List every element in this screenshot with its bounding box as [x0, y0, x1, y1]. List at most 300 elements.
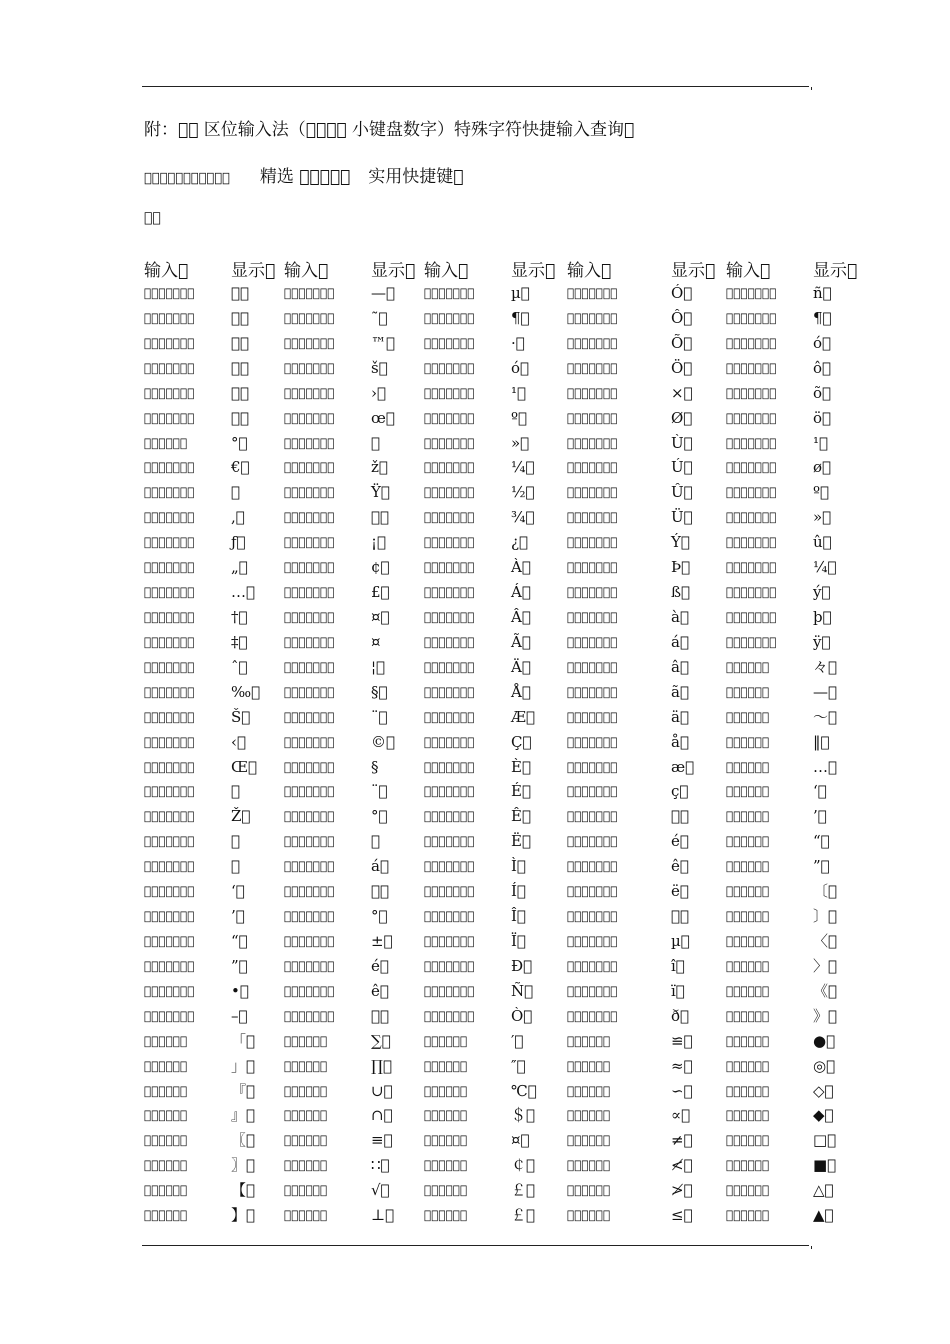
display-char-cell: 〈  [813, 931, 838, 950]
input-code-cell:        [726, 933, 770, 948]
input-code-cell:         [144, 684, 195, 699]
display-char-cell: Ÿ  [371, 483, 390, 502]
input-code-cell:         [424, 983, 475, 998]
input-code-cell:         [424, 286, 475, 300]
display-char-cell: “  [231, 931, 248, 950]
display-char-cell: 〔  [813, 882, 838, 901]
input-code-cell:         [424, 485, 475, 500]
display-char-cell: ‰  [231, 682, 261, 701]
display-char-cell: ¦  [371, 657, 386, 676]
display-char-cell: é  [371, 956, 389, 975]
input-code-cell:         [144, 734, 195, 749]
display-char-cell: ⊥  [371, 1206, 395, 1225]
display-char-cell: ●  [813, 1031, 836, 1050]
input-code-cell:        [567, 1133, 611, 1148]
display-char-cell: š  [371, 358, 388, 377]
display-char-cell: ≈  [671, 1056, 693, 1075]
display-char-cell: ƒ  [231, 533, 246, 552]
display-char-cell: △  [813, 1181, 834, 1200]
input-code-cell:         [144, 585, 195, 600]
input-code-cell:         [144, 983, 195, 998]
display-char-cell: ▲  [813, 1206, 834, 1225]
input-code-cell:         [424, 1008, 475, 1023]
input-code-cell:        [567, 1183, 611, 1198]
display-char-cell: ∩  [371, 1106, 393, 1125]
display-char-cell: ç  [671, 782, 689, 801]
display-char-cell: Ä  [511, 657, 531, 676]
input-code-cell:        [726, 958, 770, 973]
display-char-cell: †  [231, 607, 248, 626]
input-code-cell:        [144, 1158, 188, 1173]
input-code-cell:         [424, 585, 475, 600]
input-code-cell:         [726, 634, 777, 649]
table-row [0, 806, 950, 831]
table-row [0, 1155, 950, 1180]
display-char-cell: ¨  [371, 707, 388, 726]
display-char-cell: é  [671, 832, 689, 851]
table-row [0, 732, 950, 757]
header-display-5: 显示  [813, 261, 858, 281]
input-code-cell:         [567, 958, 618, 973]
display-char-cell: ″  [511, 1056, 526, 1075]
input-code-cell:        [726, 759, 770, 774]
input-code-cell:         [726, 510, 777, 525]
input-code-cell:         [726, 535, 777, 550]
subtitle-part-1:             [144, 171, 230, 186]
input-code-cell:         [284, 385, 335, 400]
input-code-cell:        [726, 1083, 770, 1098]
display-char-cell: ó  [511, 358, 530, 377]
table-row [0, 1031, 950, 1056]
display-char-cell: ≠  [671, 1131, 693, 1150]
input-code-cell:         [284, 909, 335, 924]
input-code-cell:         [726, 435, 777, 450]
input-code-cell:         [726, 460, 777, 475]
display-char-cell: —  [813, 682, 838, 701]
display-char-cell: ð  [671, 1006, 690, 1025]
input-code-cell:         [424, 609, 475, 624]
display-char-cell: 〕  [813, 907, 838, 926]
header-display-3: 显示  [511, 261, 556, 281]
table-row [0, 408, 950, 433]
input-code-cell:        [726, 909, 770, 924]
display-char-cell: ℃  [511, 1081, 537, 1100]
input-code-cell:         [424, 560, 475, 575]
display-char-cell: 】  [231, 1206, 256, 1225]
input-code-cell:         [144, 784, 195, 799]
display-char-cell: ›  [371, 383, 386, 402]
input-code-cell:         [726, 310, 777, 325]
input-code-cell:         [284, 310, 335, 325]
input-code-cell:         [284, 510, 335, 525]
display-char-cell: Å  [511, 682, 531, 701]
display-char-cell: ≯  [671, 1181, 693, 1200]
input-code-cell:         [284, 709, 335, 724]
input-code-cell:        [424, 1208, 468, 1223]
table-row [0, 881, 950, 906]
table-row [0, 707, 950, 732]
input-code-cell:         [424, 884, 475, 899]
display-char-cell: 〖  [231, 1131, 256, 1150]
input-code-cell:         [144, 634, 195, 649]
table-row [0, 906, 950, 931]
input-code-cell:         [567, 859, 618, 874]
display-char-cell: ä  [671, 707, 689, 726]
input-code-cell:         [284, 585, 335, 600]
input-code-cell:         [567, 909, 618, 924]
display-char-cell:    [231, 408, 250, 427]
input-code-cell:        [144, 1183, 188, 1198]
document-note:    [144, 210, 161, 226]
display-char-cell: ‘  [813, 782, 827, 801]
table-row [0, 333, 950, 358]
display-char-cell: á  [671, 632, 689, 651]
input-code-cell:         [424, 659, 475, 674]
display-char-cell: Š  [231, 707, 251, 726]
input-code-cell:        [424, 1058, 468, 1073]
input-code-cell:         [284, 286, 335, 300]
display-char-cell: £  [371, 583, 390, 602]
input-code-cell:         [144, 909, 195, 924]
input-code-cell:         [144, 385, 195, 400]
display-char-cell: ê  [671, 857, 689, 876]
input-code-cell:         [144, 933, 195, 948]
input-code-cell:         [726, 560, 777, 575]
input-code-cell:         [567, 933, 618, 948]
input-code-cell:         [144, 560, 195, 575]
input-code-cell:         [567, 809, 618, 824]
input-code-cell:        [726, 859, 770, 874]
display-char-cell: ¤  [511, 1131, 530, 1150]
display-char-cell: Û  [671, 483, 693, 502]
subtitle-part-2: 精选       [259, 167, 351, 187]
display-char-cell: ≡  [371, 1131, 393, 1150]
display-char-cell: ◇  [813, 1081, 834, 1100]
display-char-cell: ≤  [671, 1206, 693, 1225]
table-row [0, 557, 950, 582]
input-code-cell:         [424, 909, 475, 924]
input-code-cell:         [726, 335, 777, 350]
display-char-cell: §  [371, 682, 388, 701]
table-row [0, 931, 950, 956]
display-char-cell: Á  [511, 583, 531, 602]
subtitle-part-3: 实用快捷键  [368, 167, 464, 187]
display-char-cell: § [371, 757, 379, 776]
display-char-cell: „  [231, 558, 248, 577]
input-code-cell:         [726, 485, 777, 500]
display-char-cell:   [231, 832, 241, 851]
input-code-cell:         [567, 759, 618, 774]
display-char-cell: Ë  [511, 832, 531, 851]
input-code-cell:        [284, 1058, 328, 1073]
input-code-cell:         [424, 310, 475, 325]
input-code-cell:         [424, 510, 475, 525]
input-code-cell:        [726, 1183, 770, 1198]
display-char-cell: Ô  [671, 308, 693, 327]
display-char-cell: 々  [813, 657, 838, 676]
display-char-cell: ÿ  [813, 632, 831, 651]
input-code-cell:        [284, 1208, 328, 1223]
table-row [0, 582, 950, 607]
display-char-cell: ±  [371, 931, 393, 950]
display-char-cell: ‹  [231, 732, 246, 751]
display-char-cell: ￡  [511, 1206, 536, 1225]
input-code-cell:        [144, 435, 188, 450]
display-char-cell: ～  [813, 707, 838, 726]
input-code-cell:        [144, 1058, 188, 1073]
display-char-cell: ¡  [371, 533, 387, 552]
input-code-cell:        [144, 1133, 188, 1148]
input-code-cell:         [144, 759, 195, 774]
input-code-cell:        [284, 1033, 328, 1048]
table-row [0, 1006, 950, 1031]
input-code-cell:         [284, 360, 335, 375]
display-char-cell: Ö  [671, 358, 693, 377]
display-char-cell: “  [813, 832, 830, 851]
display-char-cell: â  [671, 657, 689, 676]
display-char-cell: ·  [511, 333, 525, 352]
display-char-cell: ß  [671, 583, 691, 602]
input-code-cell:         [567, 535, 618, 550]
input-code-cell:        [284, 1158, 328, 1173]
display-char-cell: ∝  [671, 1106, 691, 1125]
input-code-cell:        [726, 983, 770, 998]
input-code-cell:         [424, 709, 475, 724]
display-char-cell: Ø  [671, 408, 693, 427]
input-code-cell:        [567, 1083, 611, 1098]
input-code-cell:         [144, 335, 195, 350]
input-code-cell:         [144, 958, 195, 973]
display-char-cell: Ú  [671, 458, 693, 477]
input-code-cell:         [567, 734, 618, 749]
display-char-cell: à  [671, 607, 689, 626]
display-char-cell:   [231, 782, 241, 801]
input-code-cell:         [144, 609, 195, 624]
input-code-cell:        [567, 1208, 611, 1223]
display-char-cell:    [231, 284, 250, 302]
table-row [0, 607, 950, 632]
display-char-cell: —  [371, 284, 396, 302]
input-code-cell:         [144, 809, 195, 824]
input-code-cell:         [284, 535, 335, 550]
input-code-cell:         [424, 335, 475, 350]
display-char-cell:    [231, 358, 250, 377]
input-code-cell:         [726, 360, 777, 375]
display-char-cell: µ  [671, 931, 690, 950]
input-code-cell:         [284, 983, 335, 998]
input-code-cell:         [284, 759, 335, 774]
display-char-cell: ó  [813, 333, 832, 352]
display-char-cell: ô  [813, 358, 832, 377]
display-char-cell: Õ  [671, 333, 693, 352]
input-code-cell:         [424, 809, 475, 824]
input-code-cell:        [424, 1033, 468, 1048]
header-input-2: 输入  [284, 261, 329, 281]
input-code-cell:         [567, 659, 618, 674]
input-code-cell:         [144, 859, 195, 874]
display-char-cell: ￠  [511, 1156, 536, 1175]
display-char-cell: ‡  [231, 632, 248, 651]
display-char-cell: 〉  [813, 956, 838, 975]
display-char-cell: ™  [371, 333, 396, 352]
display-char-cell: ■  [813, 1156, 837, 1175]
input-code-cell:         [567, 834, 618, 849]
display-char-cell: ž  [371, 458, 388, 477]
display-char-cell: Ç  [511, 732, 532, 751]
display-char-cell: 』  [231, 1106, 256, 1125]
input-code-cell:         [567, 585, 618, 600]
display-char-cell:   [231, 483, 241, 502]
display-char-cell: …  [231, 583, 256, 602]
input-code-cell:        [726, 734, 770, 749]
display-char-cell: 『  [231, 1081, 256, 1100]
input-code-cell:         [144, 286, 195, 300]
input-code-cell:         [567, 784, 618, 799]
display-char-cell: Ù  [671, 433, 693, 452]
input-code-cell:        [144, 1083, 188, 1098]
table-row [0, 781, 950, 806]
display-char-cell: ¼  [511, 458, 535, 477]
input-code-cell:         [284, 634, 335, 649]
display-char-cell: °  [371, 907, 388, 926]
display-char-cell: Æ  [511, 707, 536, 726]
input-code-cell:         [284, 560, 335, 575]
display-char-cell: ê  [371, 981, 389, 1000]
display-char-cell: Â  [511, 607, 531, 626]
table-row [0, 283, 950, 308]
input-code-cell:         [284, 410, 335, 425]
table-row [0, 1180, 950, 1205]
display-char-cell: º  [511, 408, 528, 427]
display-char-cell: ”  [813, 857, 830, 876]
display-char-cell: Ð  [511, 956, 533, 975]
display-char-cell: ¾  [511, 508, 535, 527]
display-char-cell: °  [231, 433, 248, 452]
input-code-cell:         [144, 884, 195, 899]
display-char-cell: œ  [371, 408, 395, 427]
input-code-cell:         [144, 510, 195, 525]
document-title: 附：   区位输入法（     小键盘数字）特殊字符快捷输入查询  [144, 120, 635, 140]
input-code-cell:         [144, 1008, 195, 1023]
input-code-cell:         [424, 460, 475, 475]
display-char-cell: ◆  [813, 1106, 834, 1125]
input-code-cell:         [424, 859, 475, 874]
header-input-1: 输入  [144, 261, 189, 281]
document-subtitle [144, 162, 463, 187]
display-char-cell:    [231, 308, 250, 327]
display-char-cell: □  [813, 1131, 837, 1150]
input-code-cell:         [726, 609, 777, 624]
input-code-cell:         [567, 684, 618, 699]
input-code-cell:         [284, 784, 335, 799]
display-char-cell: »  [511, 433, 530, 452]
table-row [0, 831, 950, 856]
table-row [0, 956, 950, 981]
table-row [0, 757, 950, 782]
input-code-cell:         [284, 460, 335, 475]
input-code-cell:         [144, 460, 195, 475]
input-code-cell:        [567, 1033, 611, 1048]
input-code-cell:         [726, 286, 777, 300]
display-char-cell:    [671, 907, 690, 926]
top-rule [142, 86, 809, 87]
header-display-1: 显示  [231, 261, 276, 281]
input-code-cell:         [567, 460, 618, 475]
input-code-cell:         [424, 834, 475, 849]
display-char-cell: ×  [671, 383, 693, 402]
input-code-cell:         [144, 410, 195, 425]
input-code-cell:         [424, 933, 475, 948]
display-char-cell: ∽  [671, 1081, 693, 1100]
input-code-cell:         [284, 834, 335, 849]
input-code-cell:         [567, 435, 618, 450]
table-row [0, 532, 950, 557]
input-code-cell:         [424, 759, 475, 774]
display-char-cell:    [671, 807, 690, 826]
input-code-cell:        [726, 684, 770, 699]
header-input-4: 输入  [567, 261, 612, 281]
header-input-3: 输入  [424, 261, 469, 281]
input-code-cell:        [726, 1208, 770, 1223]
input-code-cell:        [284, 1083, 328, 1098]
display-char-cell: ”  [231, 956, 248, 975]
display-char-cell: ½  [511, 483, 535, 502]
input-code-cell:         [567, 560, 618, 575]
display-char-cell: ∏  [371, 1056, 392, 1075]
input-code-cell:         [284, 435, 335, 450]
display-char-cell: •  [231, 981, 249, 1000]
input-code-cell:        [726, 1058, 770, 1073]
input-code-cell:        [726, 834, 770, 849]
display-char-cell: å  [671, 732, 689, 751]
display-char-cell:   [371, 832, 381, 851]
input-code-cell:         [567, 335, 618, 350]
display-char-cell: Ã  [511, 632, 531, 651]
display-char-cell: µ  [511, 284, 530, 302]
input-code-cell:         [567, 1008, 618, 1023]
display-char-cell: ˆ  [231, 657, 248, 676]
display-char-cell: €  [231, 458, 250, 477]
display-char-cell:    [371, 882, 390, 901]
display-char-cell: À  [511, 558, 531, 577]
input-code-cell:         [424, 684, 475, 699]
input-code-cell:         [567, 485, 618, 500]
input-code-cell:        [424, 1108, 468, 1123]
bottom-rule [142, 1245, 809, 1246]
header-display-2: 显示  [371, 261, 416, 281]
display-char-cell:    [231, 383, 250, 402]
display-char-cell: Þ  [671, 558, 691, 577]
input-code-cell:        [424, 1133, 468, 1148]
display-char-cell: 「  [231, 1031, 256, 1050]
display-char-cell: ′  [511, 1031, 524, 1050]
input-code-cell:         [284, 933, 335, 948]
display-char-cell: È  [511, 757, 531, 776]
display-char-cell: ¤ [371, 632, 381, 651]
display-char-cell: Ê  [511, 807, 531, 826]
table-row [0, 433, 950, 458]
table-row [0, 981, 950, 1006]
input-code-cell:         [284, 859, 335, 874]
display-char-cell: ë  [671, 882, 689, 901]
table-row [0, 507, 950, 532]
header-input-5: 输入  [726, 261, 771, 281]
display-char-cell: °  [371, 807, 388, 826]
display-char-cell: Ï  [511, 931, 526, 950]
display-char-cell: ¶  [511, 308, 530, 327]
input-code-cell:        [726, 1133, 770, 1148]
display-char-cell: √  [371, 1181, 390, 1200]
